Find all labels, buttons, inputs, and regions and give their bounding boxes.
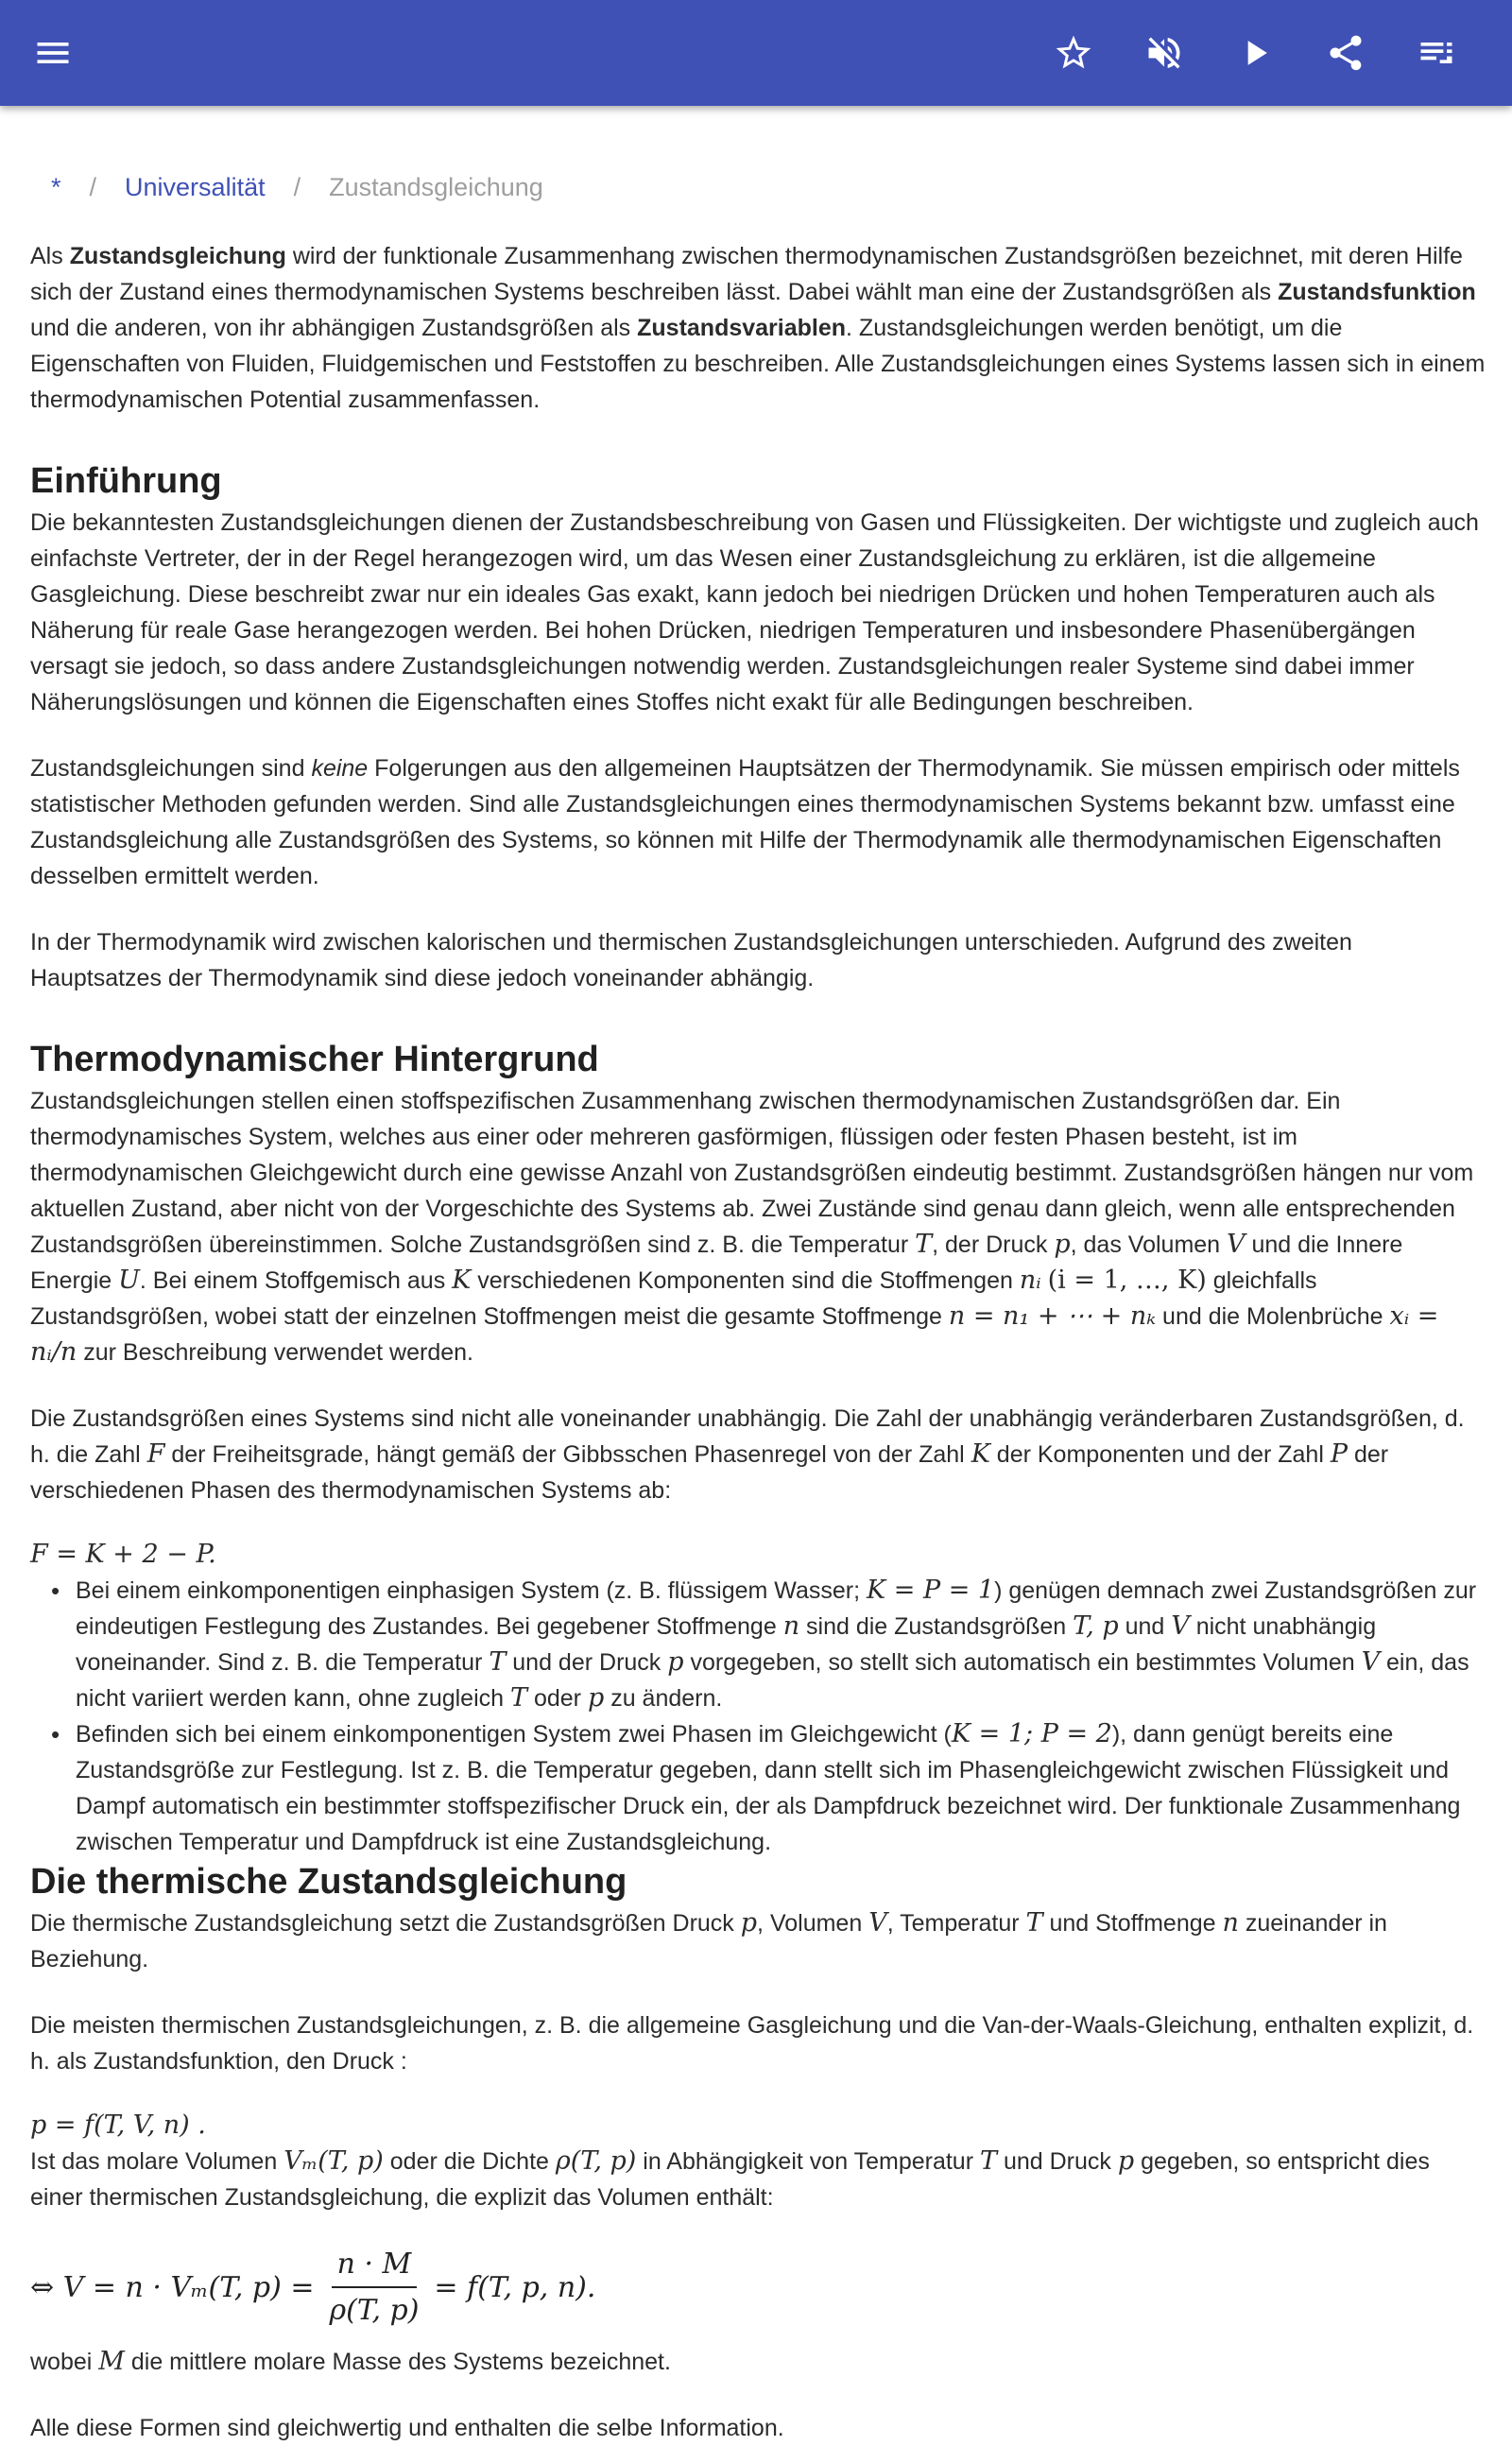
paragraph: Die bekanntesten Zustandsgleichungen dienen der Zustandsbeschreibung von Gasen und Flüssigkeiten. Der wichtigste und zugleich auch einfachste Vertreter, der in der Regel herangezogen wird, um das Wesen einer Zustandsgleichung zu erklären, ist die allgemeine Gasgleichung. Diese beschreibt zwar nur ein ideales Gas exakt, kann jedoch bei niedrigen Drücken und hohen Temperaturen auch als Näherung für reale Gase herangezogen werden. Bei hohen Drücken, niedrigen Temperaturen und insbesondere Phasenübergängen versagt sie jedoch, so dass andere Zustandsgleichungen notwendig werden. Zustandsgleichungen realer Systeme sind dabei immer Näherungslösungen und können die Eigenschaften eines Stoffes nicht exakt für alle Bedingungen beschreiben.	[30, 509, 1479, 715]
paragraph: Die meisten thermischen Zustandsgleichungen, z. B. die allgemeine Gasgleichung und die Van-der-Waals-Gleichung, enthalten explizit, d. h. als Zustandsfunktion, den Druck :	[30, 2012, 1474, 2075]
section-heading-thermische: Die thermische Zustandsgleichung	[30, 1862, 627, 1902]
paragraph: In der Thermodynamik wird zwischen kalorischen und thermischen Zustandsgleichungen unterschieden. Aufgrund des zweiten Hauptsatzes der Thermodynamik sind diese jedoch voneinander abhängig.	[30, 929, 1352, 991]
menu-button[interactable]	[23, 23, 83, 83]
paragraph: Zustandsgleichungen stellen einen stoffspezifischen Zusammenhang zwischen thermodynamischen Zustandsgrößen dar. Ein thermodynamisches System, welches aus einer oder mehreren gasförmigen, flüssigen oder festen Phasen besteht, ist im thermodynamischen Gleichgewicht durch eine gewisse Anzahl von Zustandsgrößen eindeutig bestimmt. Zustandsgrößen hängen nur vom aktuellen Zustand, aber nicht von der Vorgeschichte des Systems ab. Zwei Zustände sind genau dann gleich, wenn alle entsprechenden Zustandsgrößen übereinstimmen. Solche Zustandsgrößen sind z. B. die Temperatur T, der Druck p, das Volumen V und die Innere Energie U. Bei einem Stoffgemisch aus K verschiedenen Komponenten sind die Stoffmengen nᵢ (i = 1, …, K) gleichfalls Zustandsgrößen, wobei statt der einzelnen Stoffmengen meist die gesamte Stoffmenge n = n₁ + ⋯ + nₖ und die Molenbrüche xᵢ = nᵢ/n zur Beschreibung verwendet werden.	[30, 1088, 1474, 1367]
article	[30, 166, 1486, 2446]
paragraph: Zustandsgleichungen sind keine Folgerungen aus den allgemeinen Hauptsätzen der Thermodynamik. Sie müssen empirisch oder mittels statistischer Methoden gefunden werden. Sind alle Zustandsgleichungen eines thermodynamischen Systems bekannt bzw. umfasst eine Zustandsgleichung alle Zustandsgrößen des Systems, so können mit Hilfe der Thermodynamik alle thermodynamischen Eigenschaften desselben ermittelt werden.	[30, 755, 1460, 889]
toc-button[interactable]	[1406, 23, 1467, 83]
breadcrumb-home[interactable]: *	[51, 172, 61, 201]
breadcrumb-separator: /	[293, 172, 301, 201]
paragraph: Die Zustandsgrößen eines Systems sind nicht alle voneinander unabhängig. Die Zahl der unabhängig veränderbaren Zustandsgrößen, d. h. die Zahl F der Freiheitsgrade, hängt gemäß der Gibbsschen Phasenregel von der Zahl K der Komponenten und der Zahl P der verschiedenen Phasen des thermodynamischen Systems ab:	[30, 1405, 1465, 1504]
breadcrumb-separator: /	[89, 172, 97, 201]
breadcrumb-current: Zustandsgleichung	[329, 172, 543, 201]
bookmark-button[interactable]	[1043, 23, 1104, 83]
paragraph: Alle diese Formen sind gleichwertig und enthalten die selbe Information.	[30, 2415, 784, 2441]
section-heading-einfuehrung: Einführung	[30, 461, 222, 501]
paragraph: wobei M die mittlere molare Masse des Systems bezeichnet.	[30, 2347, 671, 2376]
section-heading-hintergrund: Thermodynamischer Hintergrund	[30, 1040, 599, 1079]
paragraph: Die thermische Zustandsgleichung setzt die Zustandsgrößen Druck p, Volumen V, Temperatur T und Stoffmenge n zueinander in Beziehung.	[30, 1908, 1387, 1972]
breadcrumb-parent[interactable]: Universalität	[125, 172, 266, 201]
share-button[interactable]	[1315, 23, 1376, 83]
share-icon	[1325, 32, 1366, 74]
breadcrumb	[30, 166, 1486, 208]
app-bar	[0, 0, 1512, 106]
formula-pressure: p = f(T, V, n) .	[30, 2110, 206, 2140]
menu-icon	[32, 32, 74, 74]
formula-phase-rule: F = K + 2 − P.	[30, 1540, 216, 1569]
paragraph: Ist das molare Volumen Vₘ(T, p) oder die Dichte ρ(T, p) in Abhängigkeit von Temperatur T und Druck p gegeben, so entspricht dies einer thermischen Zustandsgleichung, die explizit das Volumen enthält:	[30, 2146, 1430, 2211]
star-outline-icon	[1053, 32, 1094, 74]
volume-off-icon	[1143, 32, 1185, 74]
play-button[interactable]	[1225, 23, 1285, 83]
bullet-list	[30, 1573, 1486, 1860]
intro-paragraph: Als Zustandsgleichung wird der funktionale Zusammenhang zwischen thermodynamischen Zustandsgrößen bezeichnet, mit deren Hilfe sich der Zustand eines thermodynamischen Systems beschreiben lässt. Dabei wählt man eine der Zustandsgrößen als Zustandsfunktion und die anderen, von ihr abhängigen Zustandsgrößen als Zustandsvariablen. Zustandsgleichungen werden benötigt, um die Eigenschaften von Fluiden, Fluidgemischen und Feststoffen zu beschreiben. Alle Zustandsgleichungen eines Systems lassen sich in einem thermodynamischen Potential zusammenfassen.	[30, 243, 1486, 413]
play-icon	[1234, 32, 1276, 74]
formula-volume: ⇔ V = n · Vₘ(T, p) = $\frac{n \cdot M}{\rho(T, p)}$ = f(T, p, n).	[30, 2248, 596, 2327]
fraction: $\frac{n \cdot M}{\rho(T, p)}$	[329, 2248, 420, 2327]
mute-button[interactable]	[1134, 23, 1194, 83]
list-item: • Befinden sich bei einem einkomponentigen System zwei Phasen im Gleichgewicht (K = 1; P = 2), dann genügt bereits eine Zustandsgröße zur Festlegung. Ist z. B. die Temperatur gegeben, dann stellt sich im Phasengleichgewicht zwischen Flüssigkeit und Dampf automatisch ein bestimmter stoffspezifischer Druck ein, der als Dampfdruck bezeichnet wird. Der funktionale Zusammenhang zwischen Temperatur und Dampfdruck ist eine Zustandsgleichung.	[30, 1716, 1486, 1860]
playlist-icon	[1416, 32, 1457, 74]
list-item: • Bei einem einkomponentigen einphasigen System (z. B. flüssigem Wasser; K = P = 1) genügen demnach zwei Zustandsgrößen zur eindeutigen Festlegung des Zustandes. Bei gegebener Stoffmenge n sind die Zustandsgrößen T, p und V nicht unabhängig voneinander. Sind z. B. die Temperatur T und der Druck p vorgegeben, so stellt sich automatisch ein bestimmtes Volumen V ein, das nicht variiert werden kann, ohne zugleich T oder p zu ändern.	[30, 1573, 1486, 1716]
